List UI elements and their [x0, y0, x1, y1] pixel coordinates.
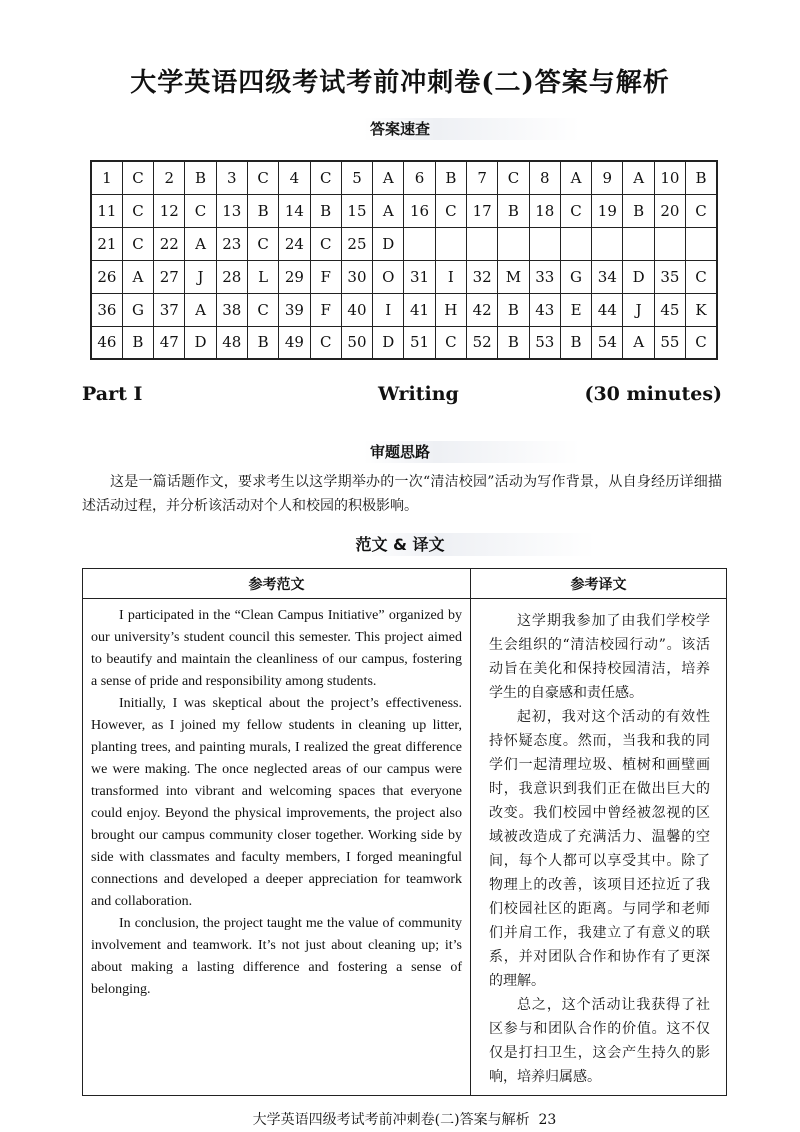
answer-letter — [560, 227, 591, 260]
col-header-en: 参考范文 — [83, 569, 471, 599]
question-number: 15 — [341, 194, 372, 227]
answer-letter: B — [560, 326, 591, 359]
answer-letter: C — [122, 194, 153, 227]
answer-letter: C — [498, 161, 529, 194]
answer-letter: A — [122, 260, 153, 293]
answer-letter: B — [122, 326, 153, 359]
answer-letter: C — [247, 161, 278, 194]
page-number: 23 — [538, 1112, 557, 1128]
question-number: 14 — [279, 194, 310, 227]
question-number: 3 — [216, 161, 247, 194]
question-number: 1 — [91, 161, 122, 194]
question-number: 8 — [529, 161, 560, 194]
answer-letter: L — [247, 260, 278, 293]
question-number: 20 — [654, 194, 685, 227]
question-number: 10 — [654, 161, 685, 194]
question-number: 17 — [466, 194, 497, 227]
part-time: (30 minutes) — [584, 383, 722, 405]
question-number: 47 — [154, 326, 185, 359]
question-number: 39 — [279, 293, 310, 326]
answer-row — [91, 326, 717, 359]
question-number: 13 — [216, 194, 247, 227]
answer-letter: C — [560, 194, 591, 227]
answer-letter: A — [560, 161, 591, 194]
question-number: 11 — [91, 194, 122, 227]
answer-row — [91, 227, 717, 260]
essay-zh-paragraph: 起初，我对这个活动的有效性持怀疑态度。然而，当我和我的同学们一起清理垃圾、植树和画壁画时，我意识到我们正在做出巨大的改变。我们校园中曾经被忽视的区域被改造成了充满活力、温馨的空间，每个人都可以享受其中。除了物理上的改善，该项目还拉近了我们校园社区的距离。与同学和老师们并肩工作，我建立了有意义的联系，并对团队合作和协作有了更深的理解。 — [489, 709, 710, 989]
answer-letter: C — [247, 227, 278, 260]
answer-letter: I — [435, 260, 466, 293]
question-number: 32 — [466, 260, 497, 293]
question-number: 48 — [216, 326, 247, 359]
question-number: 43 — [529, 293, 560, 326]
answer-key-table — [90, 160, 718, 360]
answer-row — [91, 194, 717, 227]
question-number: 45 — [654, 293, 685, 326]
answer-letter: B — [185, 161, 216, 194]
question-number: 21 — [91, 227, 122, 260]
question-number — [466, 227, 497, 260]
sample-essay-table — [82, 568, 727, 1096]
page-footer: 大学英语四级考试考前冲刺卷(二)答案与解析 23 — [252, 1112, 557, 1128]
question-number: 50 — [341, 326, 372, 359]
answer-letter: F — [310, 260, 341, 293]
question-number: 25 — [341, 227, 372, 260]
answer-letter: D — [185, 326, 216, 359]
essay-en-paragraph: I participated in the “Clean Campus Initiative” organized by our university’s student council this semester. This project aimed to beautify and maintain the cleanliness of our campus, fostering a sense of pride and responsibility among students. — [91, 608, 462, 689]
answer-letter: B — [247, 194, 278, 227]
answer-row — [91, 161, 717, 194]
answer-letter: I — [373, 293, 404, 326]
essay-en-paragraph: Initially, I was skeptical about the project’s effectiveness. However, as I joined my fellow students in cleaning up litter, planting trees, and painting murals, I realized the great difference we were making. The once neglected areas of our campus were transformed into vibrant and welcoming spaces that everyone could enjoy. Beyond the physical improvements, the project also brought our campus community closer together. Working side by side with classmates and faculty members, I forged meaningful connections and developed a deeper appreciation for teamwork and collaboration. — [91, 696, 462, 909]
answer-letter: B — [623, 194, 654, 227]
answer-letter — [435, 227, 466, 260]
question-number: 40 — [341, 293, 372, 326]
question-number: 4 — [279, 161, 310, 194]
sample-section — [82, 568, 727, 1130]
answer-letter: E — [560, 293, 591, 326]
answer-letter: B — [435, 161, 466, 194]
answer-letter: C — [122, 227, 153, 260]
question-number: 46 — [91, 326, 122, 359]
question-number: 41 — [404, 293, 435, 326]
answer-letter: C — [435, 326, 466, 359]
answer-letter: A — [373, 161, 404, 194]
question-number: 31 — [404, 260, 435, 293]
question-number: 23 — [216, 227, 247, 260]
question-number: 38 — [216, 293, 247, 326]
answer-key-heading: 答案速查 — [0, 118, 800, 139]
part-label: Part Ⅰ — [82, 383, 143, 405]
answer-letter: B — [498, 326, 529, 359]
question-number — [654, 227, 685, 260]
question-number: 52 — [466, 326, 497, 359]
answer-letter — [686, 227, 717, 260]
answer-letter: J — [185, 260, 216, 293]
essay-en-paragraph: In conclusion, the project taught me the value of community involvement and teamwork. It’s not just about cleaning up; it’s about making a lasting difference and fostering a sense of belonging. — [91, 916, 462, 997]
question-number: 42 — [466, 293, 497, 326]
answer-letter: D — [623, 260, 654, 293]
answer-letter: C — [435, 194, 466, 227]
answer-row — [91, 260, 717, 293]
answer-letter: D — [373, 227, 404, 260]
answer-letter: J — [623, 293, 654, 326]
question-number: 35 — [654, 260, 685, 293]
question-number: 36 — [91, 293, 122, 326]
answer-letter: B — [310, 194, 341, 227]
essay-zh-paragraph: 总之，这个活动让我获得了社区参与和团队合作的价值。这不仅仅是打扫卫生，这会产生持久的影响，培养归属感。 — [489, 997, 710, 1085]
answer-letter: K — [686, 293, 717, 326]
answer-letter: C — [310, 161, 341, 194]
answer-letter: G — [560, 260, 591, 293]
answer-letter: C — [310, 227, 341, 260]
answer-letter: D — [373, 326, 404, 359]
question-number: 2 — [154, 161, 185, 194]
answer-letter: B — [247, 326, 278, 359]
answer-letter: A — [373, 194, 404, 227]
answer-letter: G — [122, 293, 153, 326]
question-number: 37 — [154, 293, 185, 326]
question-number: 7 — [466, 161, 497, 194]
page-title: 大学英语四级考试考前冲刺卷(二)答案与解析 — [130, 68, 670, 98]
answer-letter: B — [498, 194, 529, 227]
answer-letter: C — [122, 161, 153, 194]
answer-letter: C — [686, 326, 717, 359]
question-number: 26 — [91, 260, 122, 293]
question-number: 51 — [404, 326, 435, 359]
answer-letter: C — [185, 194, 216, 227]
part-header — [82, 383, 722, 405]
question-number: 54 — [592, 326, 623, 359]
question-number: 9 — [592, 161, 623, 194]
question-number — [404, 227, 435, 260]
analysis-heading: 审题思路 — [0, 441, 800, 462]
answer-letter: B — [498, 293, 529, 326]
answer-letter: B — [686, 161, 717, 194]
col-header-zh: 参考译文 — [471, 569, 727, 599]
question-number: 49 — [279, 326, 310, 359]
answer-letter: C — [686, 194, 717, 227]
part-name: Writing — [378, 383, 459, 405]
question-number: 22 — [154, 227, 185, 260]
question-number: 5 — [341, 161, 372, 194]
question-number: 18 — [529, 194, 560, 227]
question-number: 29 — [279, 260, 310, 293]
answer-letter: C — [686, 260, 717, 293]
answer-letter — [623, 227, 654, 260]
question-number: 30 — [341, 260, 372, 293]
question-number: 19 — [592, 194, 623, 227]
answer-letter: A — [623, 161, 654, 194]
question-number: 55 — [654, 326, 685, 359]
question-number: 34 — [592, 260, 623, 293]
question-number: 27 — [154, 260, 185, 293]
answer-letter: A — [185, 227, 216, 260]
answer-row — [91, 293, 717, 326]
answer-letter: C — [247, 293, 278, 326]
answer-letter: O — [373, 260, 404, 293]
answer-letter: F — [310, 293, 341, 326]
answer-letter: M — [498, 260, 529, 293]
answer-letter: C — [310, 326, 341, 359]
essay-en — [83, 599, 470, 1007]
question-number: 12 — [154, 194, 185, 227]
answer-letter — [498, 227, 529, 260]
question-number — [592, 227, 623, 260]
question-number: 16 — [404, 194, 435, 227]
question-number — [529, 227, 560, 260]
answer-letter: A — [185, 293, 216, 326]
question-number: 33 — [529, 260, 560, 293]
question-number: 44 — [592, 293, 623, 326]
analysis-text: 这是一篇话题作文，要求考生以这学期举办的一次“清洁校园”活动为写作背景，从自身经历详细描述活动过程，并分析该活动对个人和校园的积极影响。 — [82, 474, 722, 514]
question-number: 28 — [216, 260, 247, 293]
question-number: 53 — [529, 326, 560, 359]
answer-letter: H — [435, 293, 466, 326]
question-number: 24 — [279, 227, 310, 260]
sample-heading: 范文 & 译文 — [0, 532, 800, 555]
question-number: 6 — [404, 161, 435, 194]
essay-zh — [471, 599, 726, 1095]
answer-letter: A — [623, 326, 654, 359]
essay-zh-paragraph: 这学期我参加了由我们学校学生会组织的“清洁校园行动”。该活动旨在美化和保持校园清洁，培养学生的自豪感和责任感。 — [489, 613, 710, 701]
